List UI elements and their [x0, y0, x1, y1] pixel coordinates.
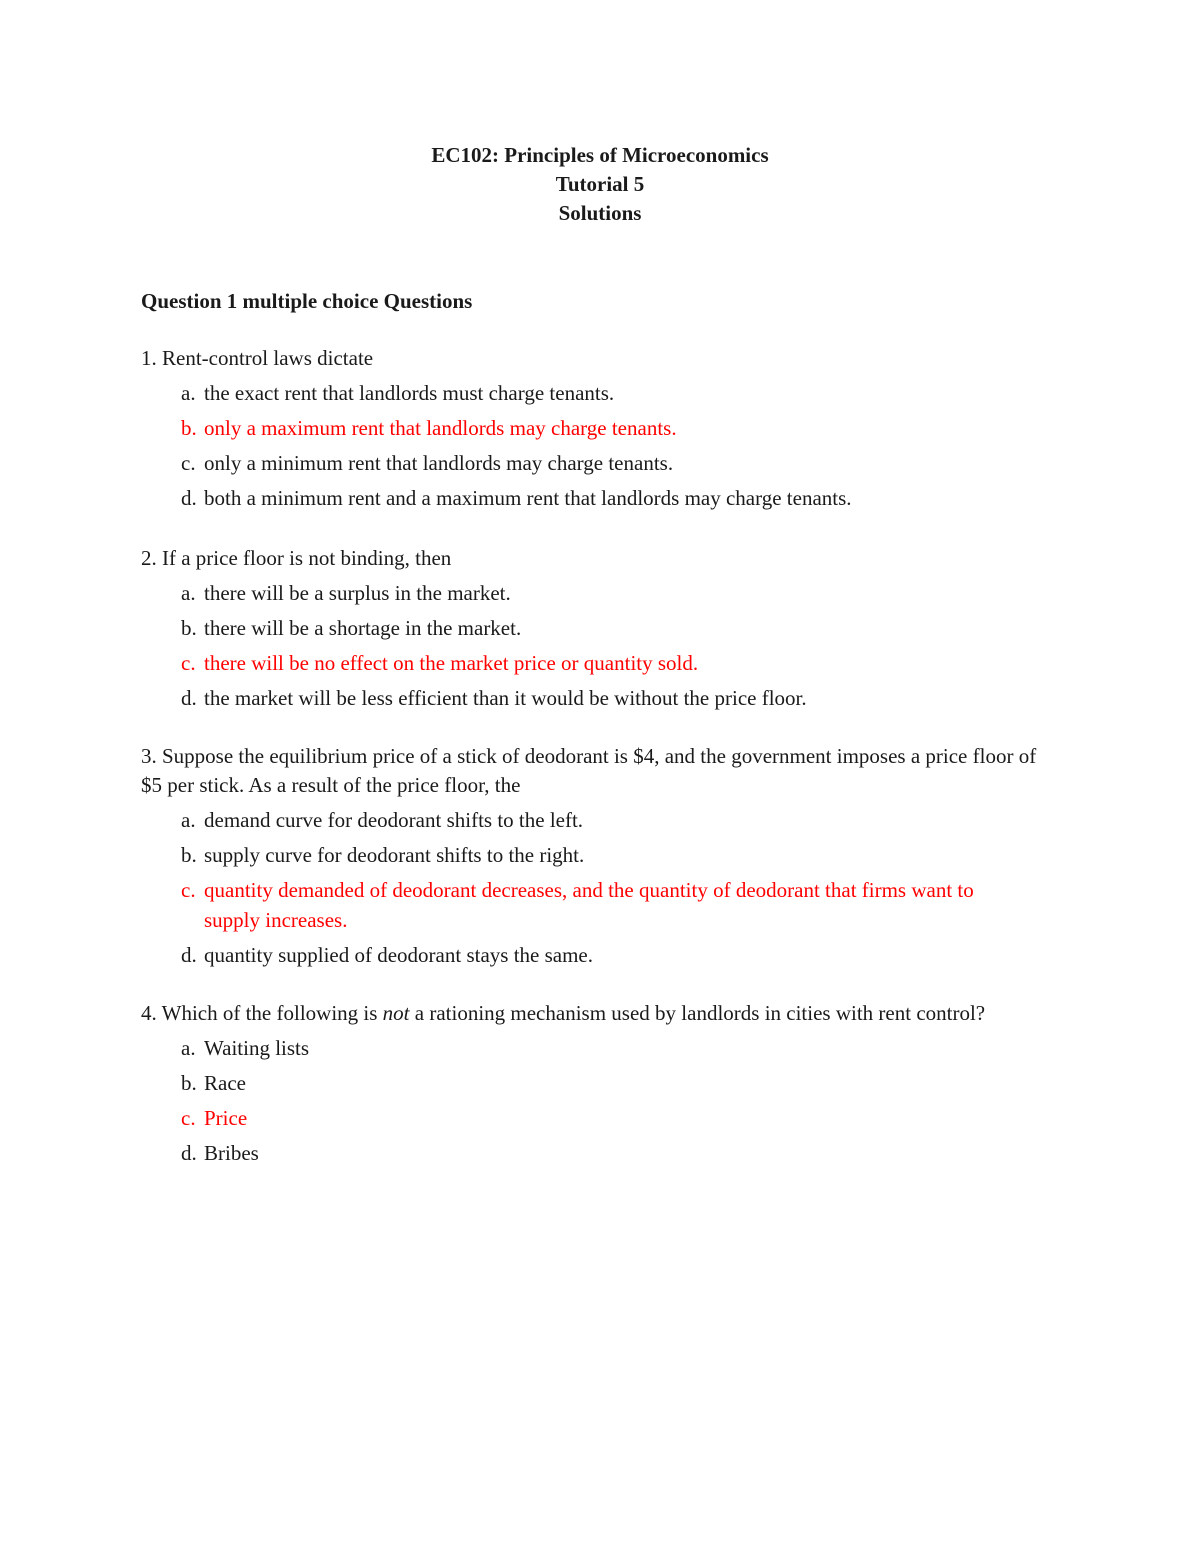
option-text: the market will be less efficient than it would be without the price floor.: [204, 686, 807, 710]
option-letter: c.: [181, 451, 196, 475]
option-letter: b.: [181, 1071, 197, 1095]
option-text: Waiting lists: [204, 1036, 310, 1060]
question-stem: [141, 999, 1041, 1028]
option-text: the exact rent that landlords must charge tenants.: [204, 381, 615, 405]
option-a: [141, 378, 1041, 408]
option-b-correct: [141, 413, 1041, 443]
question-1: [141, 344, 1041, 513]
option-text: Price: [204, 1106, 248, 1130]
question-4: [141, 999, 1041, 1168]
option-text: there will be a shortage in the market.: [204, 616, 522, 640]
option-letter: d.: [181, 486, 197, 510]
option-d: [141, 940, 1041, 970]
option-letter: a.: [181, 1036, 196, 1060]
option-text: only a maximum rent that landlords may charge tenants.: [204, 416, 677, 440]
option-letter: d.: [181, 686, 197, 710]
option-d: [141, 683, 1041, 713]
option-text: Bribes: [204, 1141, 259, 1165]
section-heading: Question 1 multiple choice Questions: [141, 289, 473, 313]
option-text: demand curve for deodorant shifts to the left.: [204, 808, 584, 832]
option-letter: c.: [181, 878, 196, 902]
answer-options: [141, 805, 1041, 970]
option-letter: c.: [181, 651, 196, 675]
option-b: [141, 1068, 1041, 1098]
option-text: supply curve for deodorant shifts to the right.: [204, 843, 585, 867]
answer-options: [141, 378, 1041, 513]
option-c-correct: [141, 648, 1041, 678]
option-letter: a.: [181, 381, 196, 405]
stem-emphasis: not: [382, 1001, 410, 1025]
option-letter: a.: [181, 808, 196, 832]
option-text: there will be no effect on the market price or quantity sold.: [204, 651, 699, 675]
option-text: only a minimum rent that landlords may charge tenants.: [204, 451, 674, 475]
option-text: Race: [204, 1071, 246, 1095]
option-text: there will be a surplus in the market.: [204, 581, 511, 605]
option-letter: d.: [181, 1141, 197, 1165]
option-text: quantity supplied of deodorant stays the same.: [204, 943, 594, 967]
stem-text: a rationing mechanism used by landlords in cities with rent control?: [409, 1001, 986, 1025]
option-text: quantity demanded of deodorant decreases, and the quantity of deodorant that firms want to supply increases.: [204, 878, 974, 932]
course-title: EC102: Principles of Microeconomics: [431, 143, 769, 167]
question-stem: 2. If a price floor is not binding, then: [141, 546, 452, 570]
tutorial-title: Tutorial 5: [555, 172, 645, 196]
question-stem: 3. Suppose the equilibrium price of a stick of deodorant is $4, and the government imposes a price floor of $5 per stick. As a result of the price floor, the: [141, 744, 1037, 797]
question-stem: 1. Rent-control laws dictate: [141, 346, 374, 370]
option-c-correct: [141, 875, 1041, 935]
option-b: [141, 613, 1041, 643]
option-letter: b.: [181, 416, 197, 440]
question-3: [141, 742, 1041, 970]
option-b: [141, 840, 1041, 870]
answer-options: [141, 578, 1041, 713]
document-header: [0, 141, 1200, 228]
option-a: [141, 805, 1041, 835]
question-2: [141, 544, 1041, 713]
document-subtitle: Solutions: [558, 201, 642, 225]
stem-text: 4. Which of the following is: [141, 1001, 383, 1025]
option-letter: b.: [181, 616, 197, 640]
answer-options: [141, 1033, 1041, 1168]
option-text: both a minimum rent and a maximum rent that landlords may charge tenants.: [204, 486, 852, 510]
option-a: [141, 1033, 1041, 1063]
option-letter: c.: [181, 1106, 196, 1130]
option-d: [141, 483, 1041, 513]
option-a: [141, 578, 1041, 608]
option-c-correct: [141, 1103, 1041, 1133]
option-letter: d.: [181, 943, 197, 967]
option-d: [141, 1138, 1041, 1168]
option-letter: a.: [181, 581, 196, 605]
option-c: [141, 448, 1041, 478]
option-letter: b.: [181, 843, 197, 867]
